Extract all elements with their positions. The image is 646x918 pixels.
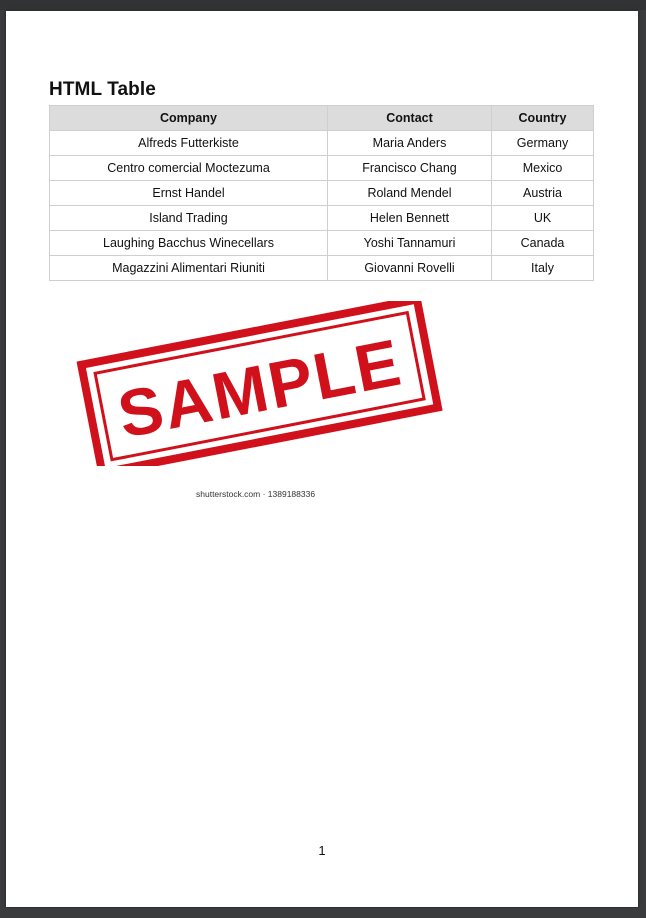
cell-contact: Helen Bennett	[328, 206, 492, 231]
table-row	[50, 256, 594, 281]
cell-company: Ernst Handel	[50, 181, 328, 206]
cell-country: Germany	[492, 131, 594, 156]
cell-contact: Yoshi Tannamuri	[328, 231, 492, 256]
table-row	[50, 181, 594, 206]
cell-company: Laughing Bacchus Winecellars	[50, 231, 328, 256]
cell-contact: Francisco Chang	[328, 156, 492, 181]
cell-contact: Maria Anders	[328, 131, 492, 156]
data-table	[49, 105, 594, 281]
table-header-row	[50, 106, 594, 131]
stamp-text: SAMPLE	[112, 324, 408, 452]
cell-country: Canada	[492, 231, 594, 256]
column-header-company: Company	[50, 106, 328, 131]
cell-country: Austria	[492, 181, 594, 206]
cell-company: Alfreds Futterkiste	[50, 131, 328, 156]
cell-contact: Roland Mendel	[328, 181, 492, 206]
cell-company: Island Trading	[50, 206, 328, 231]
cell-company: Centro comercial Moctezuma	[50, 156, 328, 181]
table-row	[50, 156, 594, 181]
sample-stamp-image	[70, 301, 450, 466]
cell-company: Magazzini Alimentari Riuniti	[50, 256, 328, 281]
viewer-bottom-bar	[0, 908, 646, 918]
table-row	[50, 206, 594, 231]
document-page	[6, 11, 638, 907]
cell-country: UK	[492, 206, 594, 231]
table-row	[50, 231, 594, 256]
cell-country: Mexico	[492, 156, 594, 181]
cell-country: Italy	[492, 256, 594, 281]
table-row	[50, 131, 594, 156]
image-credit: shutterstock.com · 1389188336	[196, 489, 316, 499]
page-title: HTML Table	[49, 79, 156, 100]
cell-contact: Giovanni Rovelli	[328, 256, 492, 281]
column-header-contact: Contact	[328, 106, 492, 131]
column-header-country: Country	[492, 106, 594, 131]
viewer-top-bar	[0, 0, 646, 10]
page-number: 1	[318, 843, 326, 858]
